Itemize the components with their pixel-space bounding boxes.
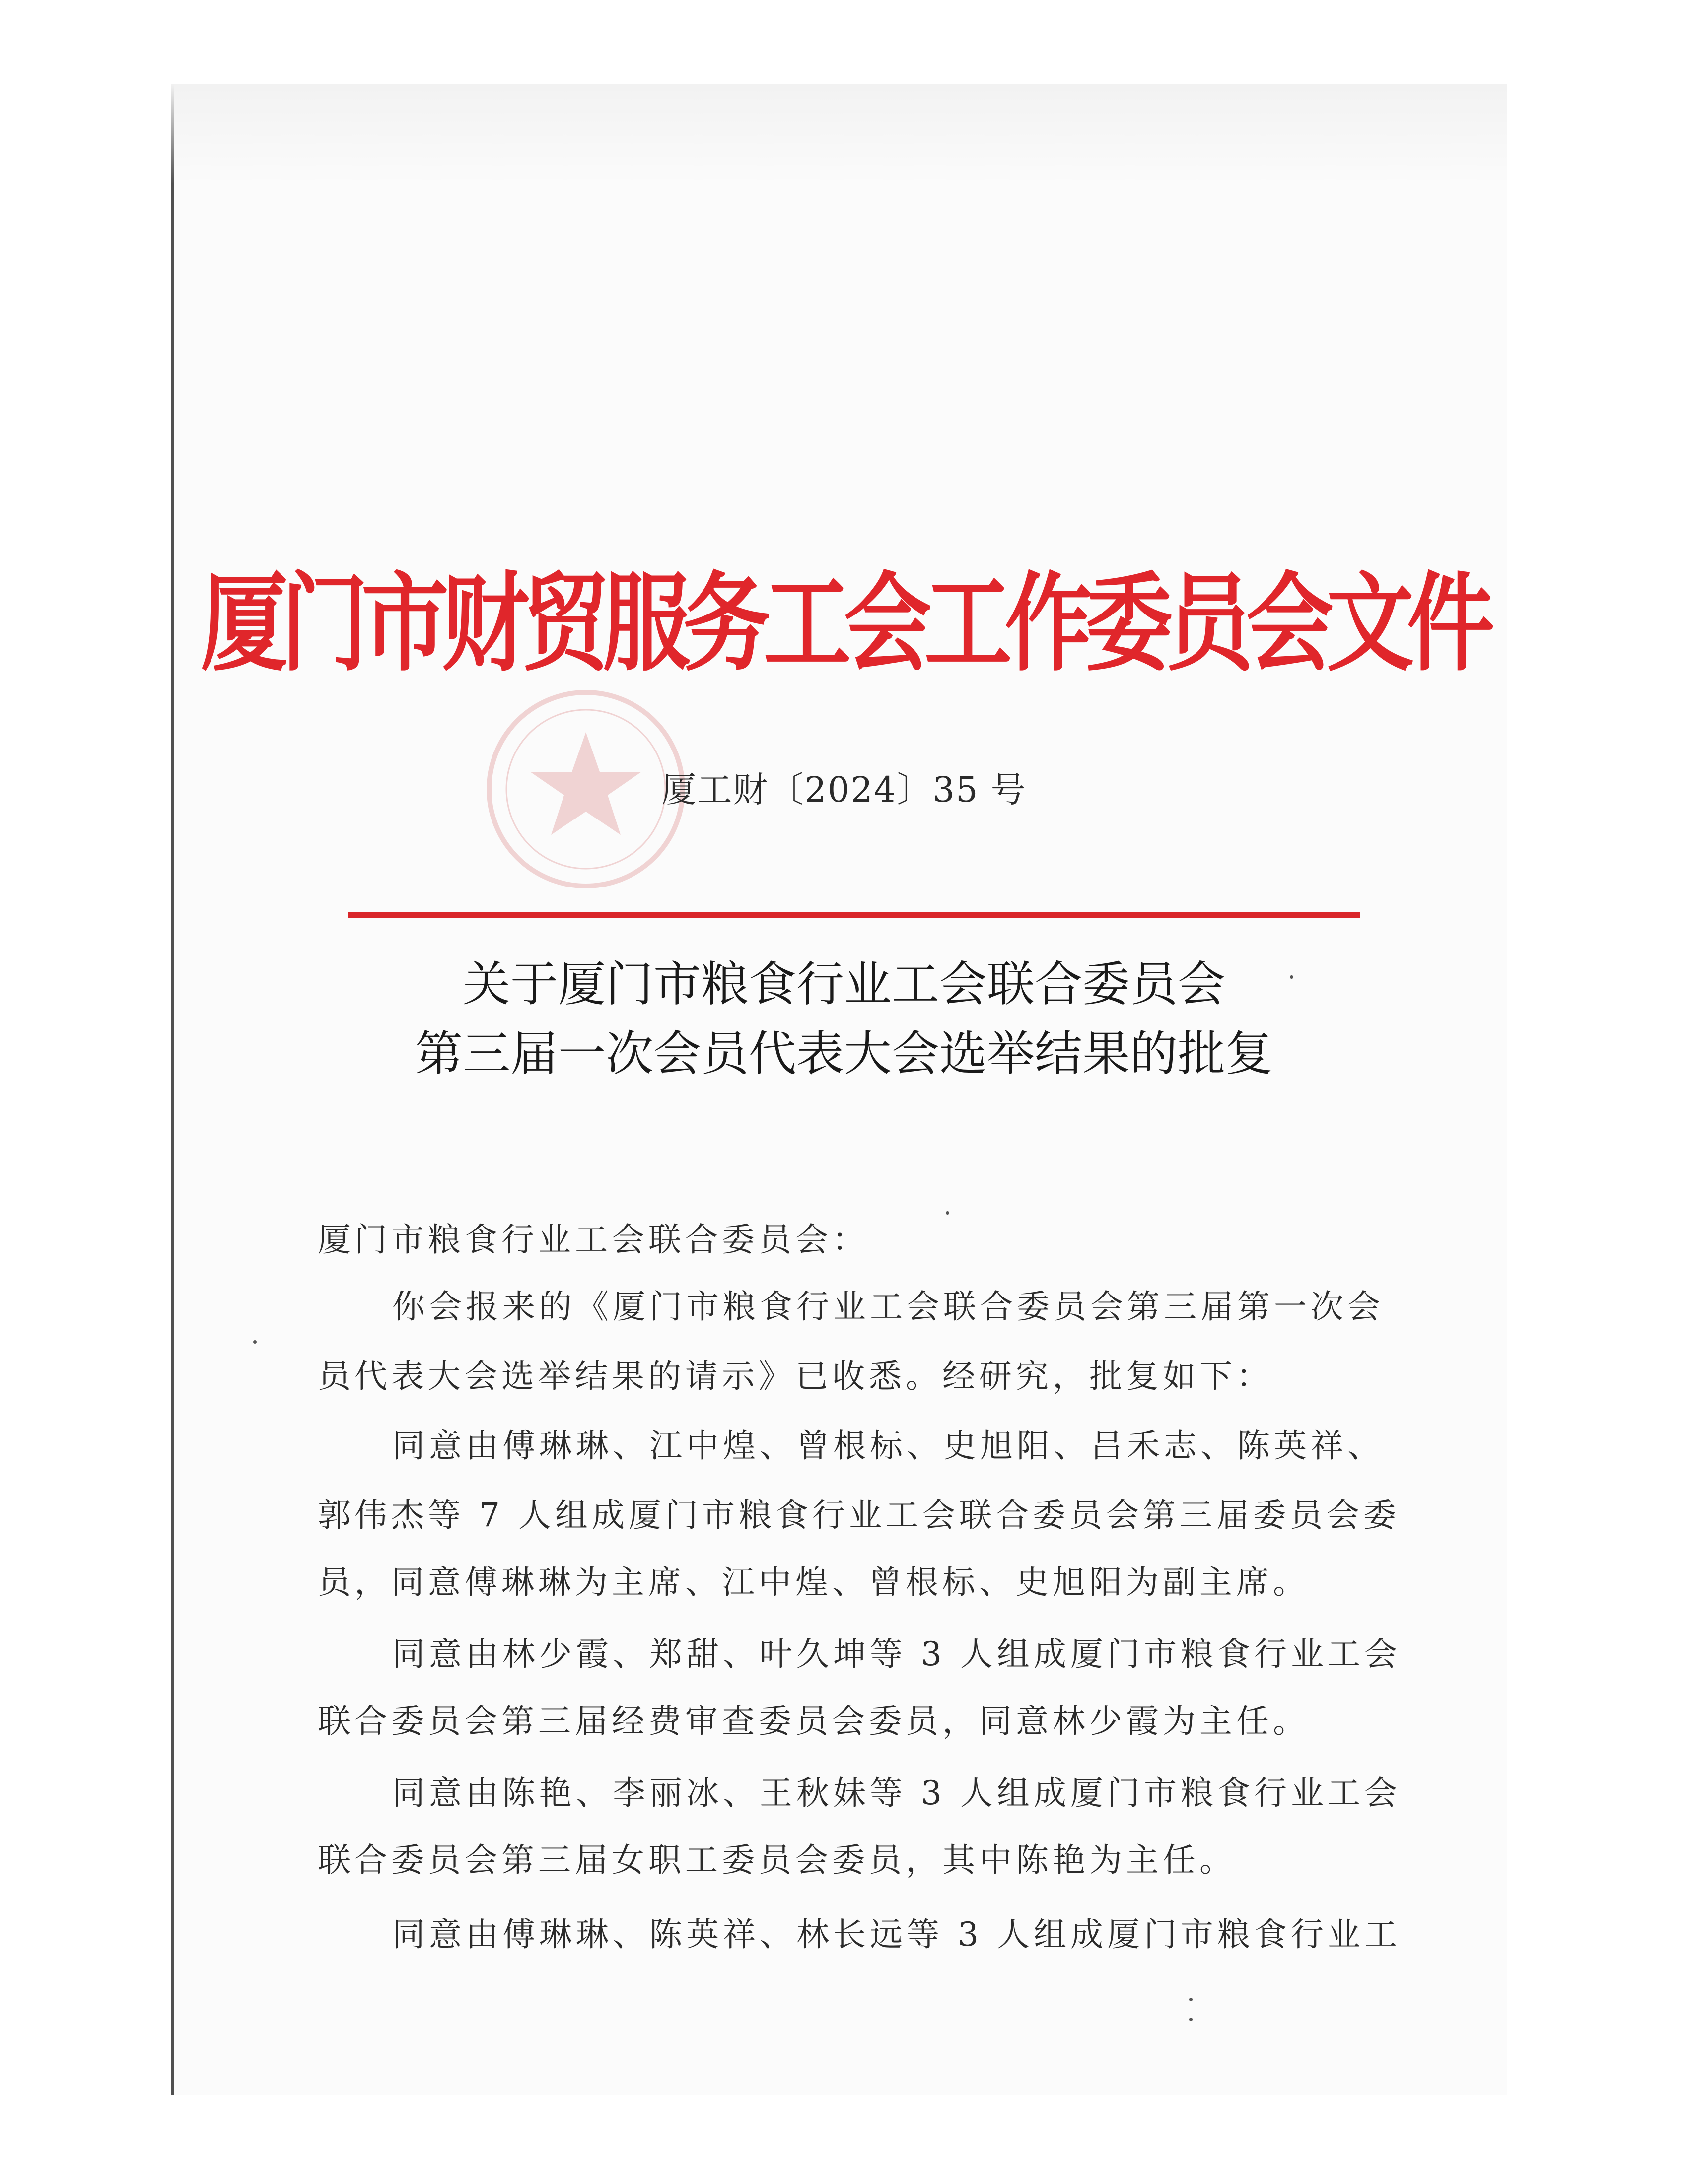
- body-line: 同意由傅琳琳、陈英祥、林长远等 3 人组成厦门市粮食行业工: [392, 1915, 1401, 1954]
- body-line: 联合委员会第三届女职工委员会委员，其中陈艳为主任。: [318, 1841, 1236, 1879]
- body-line: 员，同意傅琳琳为主席、江中煌、曾根标、史旭阳为副主席。: [318, 1563, 1310, 1601]
- body-line: 同意由傅琳琳、江中煌、曾根标、史旭阳、吕禾志、陈英祥、: [392, 1427, 1384, 1465]
- red-divider-line: [348, 912, 1360, 918]
- body-line: 你会报来的《厦门市粮食行业工会联合委员会第三届第一次会: [392, 1288, 1384, 1326]
- document-title-line-2: 第三届一次会员代表大会选举结果的批复: [415, 1026, 1273, 1082]
- document-title-line-1: 关于厦门市粮食行业工会联合委员会: [463, 956, 1225, 1012]
- addressee: 厦门市粮食行业工会联合委员会：: [318, 1221, 869, 1259]
- scan-speck: [1290, 975, 1293, 979]
- scan-speck: [253, 1340, 257, 1344]
- scan-speck: [1189, 2018, 1193, 2021]
- body-line: 员代表大会选举结果的请示》已收悉。经研究，批复如下：: [318, 1357, 1273, 1395]
- body-line: 同意由林少霞、郑甜、叶久坤等 3 人组成厦门市粮食行业工会: [392, 1635, 1401, 1673]
- paper-shadow: [171, 84, 1507, 184]
- letterhead-title: 厦门市财贸服务工会工作委员会文件: [200, 561, 1487, 686]
- document-number: 厦工财〔2024〕35 号: [661, 769, 1027, 810]
- scan-speck: [946, 1211, 949, 1215]
- body-line: 同意由陈艳、李丽冰、王秋妹等 3 人组成厦门市粮食行业工会: [392, 1774, 1401, 1812]
- body-line: 联合委员会第三届经费审查委员会委员，同意林少霞为主任。: [318, 1702, 1310, 1740]
- body-line: 郭伟杰等 7 人组成厦门市粮食行业工会联合委员会第三届委员会委: [318, 1496, 1400, 1534]
- scan-speck: [1189, 1998, 1193, 2001]
